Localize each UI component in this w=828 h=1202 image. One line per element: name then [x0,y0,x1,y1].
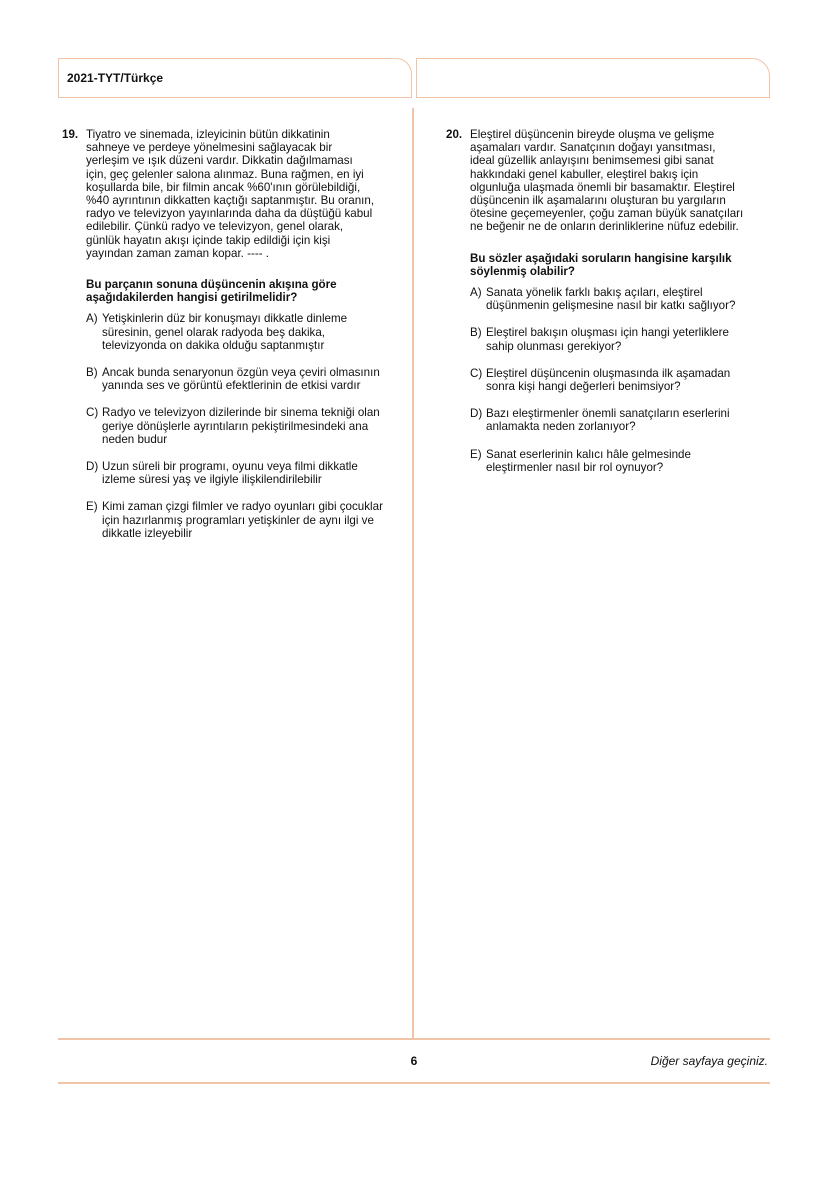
option-text: Ancak bunda senaryonun özgün veya çeviri olmasının yanında ses ve görüntü efektlerinin de etkisi vardır [102,366,380,393]
option-b[interactable] [86,366,408,392]
footer-divider-bottom [58,1082,770,1084]
option-a[interactable] [86,312,408,352]
page-number: 6 [410,1054,418,1068]
option-c[interactable] [470,367,770,393]
option-text: Sanat eserlerinin kalıcı hâle gelmesinde eleştirmenler nasıl bir rol oynuyor? [486,447,691,474]
option-d[interactable] [86,460,408,486]
option-letter: E) [470,447,482,461]
option-text: Eleştirel düşüncenin oluşmasında ilk aşamadan sonra kişi hangi değerleri benimsiyor? [486,366,731,394]
option-e[interactable] [470,448,770,474]
option-c[interactable] [86,406,408,446]
question-stem: Tiyatro ve sinemada, izleyicinin bütün dikkatinin sahneye ve perdeye yönelmesini sağlayacak bir yerleşim ve ışık düzeni vardır. Dikkatin dağılmaması için, geç gelenler salona alınmaz. Buna rağmen, en iyi koşullarda bile, bir filmin ancak %60'ının görülebildiği, %40 ayrıntının dikkatten kaçtığı saptanmıştır. Bu oranın, radyo ve televizyon yayınlarında daha da düştüğü kabul edilebilir. Çünkü radyo ve televizyon, genel olarak, günlük hayatın akışı içinde takip edildiği için kişi yayından zaman zaman kopar. ---- . [86,128,375,260]
option-text: Eleştirel bakışın oluşması için hangi yeterliklere sahip olunması gerekiyor? [486,326,729,353]
question-20 [446,128,770,488]
option-letter: E) [86,500,98,514]
option-letter: C) [470,366,483,380]
exam-title: 2021-TYT/Türkçe [67,71,164,85]
question-number: 19. [62,128,79,141]
question-number: 20. [446,128,463,141]
option-text: Sanata yönelik farklı bakış açıları, eleştirel düşünmenin gelişmesine nasıl bir katkı sağlıyor? [486,286,736,313]
option-letter: B) [86,366,98,380]
next-page-note: Diğer sayfaya geçiniz. [650,1054,768,1068]
option-letter: A) [470,286,482,300]
option-text: Bazı eleştirmenler önemli sanatçıların eserlerini anlamakta neden zorlanıyor? [486,407,730,434]
option-letter: C) [86,406,99,420]
question-prompt: Bu parçanın sonuna düşüncenin akışına göre aşağıdakilerden hangisi getirilmelidir? [86,278,337,305]
header-left-box [58,58,412,98]
header-right-box [416,58,770,98]
option-letter: D) [86,460,99,474]
question-prompt: Bu sözler aşağıdaki soruların hangisine karşılık söylenmiş olabilir? [470,251,732,278]
option-text: Uzun süreli bir programı, oyunu veya filmi dikkatle izleme süresi yaş ve ilgiyle ilişkilendirilebilir [102,460,358,487]
option-e[interactable] [86,500,408,540]
question-19 [62,128,408,554]
column-divider [412,108,414,1038]
question-stem: Eleştirel düşüncenin bireyde oluşma ve gelişme aşamaları vardır. Sanatçının doğayı yansıtması, ideal güzellik anlayışını benimsemesi gibi sanat hakkındaki genel kabuller, eleştirel bakış için olgunluğa ulaşmada önemli bir basamaktır. Eleştirel düşüncenin ilk aşamalarını oluşturan bu yargıların ötesine geçemeyenler, çoğu zaman büyük sanatçıları ne beğenir ne de onların derinliklerine nüfuz edebilir. [470,128,744,234]
option-text: Kimi zaman çizgi filmler ve radyo oyunları gibi çocuklar için hazırlanmış programları yetişkinler de aynı ilgi ve dikkatle izleyebilir [102,500,383,540]
option-d[interactable] [470,407,770,433]
option-a[interactable] [470,286,770,312]
option-letter: D) [470,407,483,421]
option-b[interactable] [470,326,770,352]
option-letter: A) [86,312,98,326]
footer-divider-top [58,1038,770,1040]
option-text: Radyo ve televizyon dizilerinde bir sinema tekniği olan geriye dönüşlerle ayrıntıların pekiştirilmesindeki ana neden budur [102,406,380,446]
option-text: Yetişkinlerin düz bir konuşmayı dikkatle dinleme süresinin, genel olarak radyoda beş dakika, televizyonda on dakika olduğu saptanmıştır [102,312,348,352]
option-letter: B) [470,326,482,340]
